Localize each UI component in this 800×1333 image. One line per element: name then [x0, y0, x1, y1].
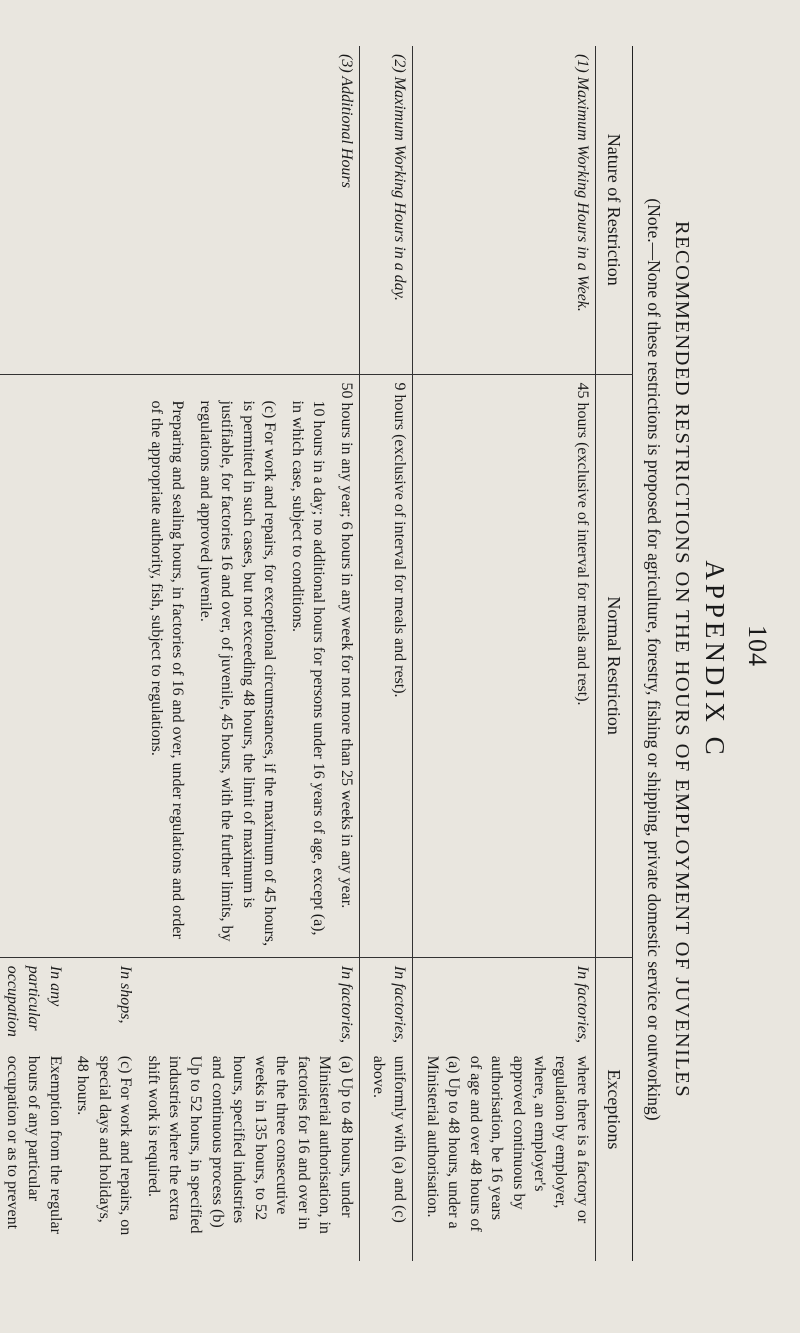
- header-exceptions: Exceptions: [595, 957, 632, 1261]
- nature-cell: (2) Maximum Working Hours in a day.: [359, 46, 413, 374]
- table-row: [359, 46, 413, 1261]
- nature-cell: (1) Maximum Working Hours in a Week.: [413, 46, 596, 374]
- document-note: (Note.—None of these restrictions is proposed for agriculture, forestry, fishing or shipping, private domestic service or outworking): [644, 198, 664, 1121]
- header-normal: Normal Restriction: [595, 374, 632, 957]
- table-row: [413, 46, 596, 1261]
- restrictions-table: [0, 46, 633, 1261]
- exception-text: uniformly with (a) and (c) above.: [369, 1055, 409, 1223]
- normal-extra-text: 10 hours in a day; no additional hours for persons under 16 years of age, except (a), in which case, subject to conditions.: [288, 400, 328, 936]
- normal-cell: 45 hours (exclusive of interval for meals and rest).: [413, 374, 596, 957]
- exception-item: [0, 966, 66, 1253]
- exception-text: where there is a factory or regulation by employer, where, an employer's approved continuous by authorisation, be 16 years of age and over 48 hours of (a) Up to 48 hours, under a Ministerial authorisation.: [423, 1055, 591, 1232]
- normal-cell: [0, 374, 359, 957]
- exceptions-cell: [0, 957, 359, 1261]
- page-number: 104: [743, 625, 772, 667]
- exception-label: In any particular occupation: [3, 965, 64, 1037]
- exception-label: In factories,: [391, 965, 409, 1044]
- normal-extra-text: Preparing and sealing hours, in factories of 16 and over, under regulations and order of the appropriate authority, fish, subject to regulations.: [148, 400, 187, 939]
- exception-label: In factories,: [337, 965, 355, 1044]
- table-row: [0, 46, 359, 1261]
- exception-label: In shops,: [117, 965, 135, 1024]
- exception-item: [368, 966, 411, 1253]
- exceptions-cell: [413, 957, 596, 1261]
- normal-cell: 9 hours (exclusive of interval for meals and rest).: [359, 374, 413, 957]
- header-nature: Nature of Restriction: [595, 46, 632, 374]
- exception-text: (c) For work and repairs, on special days and holidays, 48 hours.: [74, 1055, 135, 1236]
- exception-text: Exemption from the regular hours of any particular occupation or as to prevent: [3, 1055, 64, 1234]
- exception-text: (a) Up to 48 hours, under Ministerial authorisation, in factories for 16 and over in the the three consecutive weeks in 135 hours, to 52 hours, specified industries and continuous process (b) Up to 52 hours, in specified industries where the extra shift work is required.: [144, 1055, 355, 1234]
- exception-item: [142, 966, 356, 1253]
- exception-label: In factories,: [573, 965, 591, 1044]
- normal-text: 50 hours in any year; 6 hours in any week for not more than 25 weeks in any year.: [337, 382, 355, 909]
- exceptions-cell: [359, 957, 413, 1261]
- exception-item: [421, 966, 593, 1253]
- document-title: RECOMMENDED RESTRICTIONS ON THE HOURS OF EMPLOYMENT OF JUVENILES: [671, 221, 693, 1098]
- normal-extra-text: (c) For work and repairs, for exceptional circumstances, if the maximum of 45 hours, is permitted in such cases, but not exceeding 48 hours, the limit of maximum is justifiable, for factories 16 and over, of juvenile, 45 hours, with the further limits, by regulations and approved juvenile.: [196, 400, 279, 947]
- nature-cell: (3) Additional Hours: [0, 46, 359, 374]
- exception-item: [72, 966, 136, 1253]
- appendix-title: APPENDIX C: [700, 560, 730, 759]
- table-header-row: [595, 46, 632, 1261]
